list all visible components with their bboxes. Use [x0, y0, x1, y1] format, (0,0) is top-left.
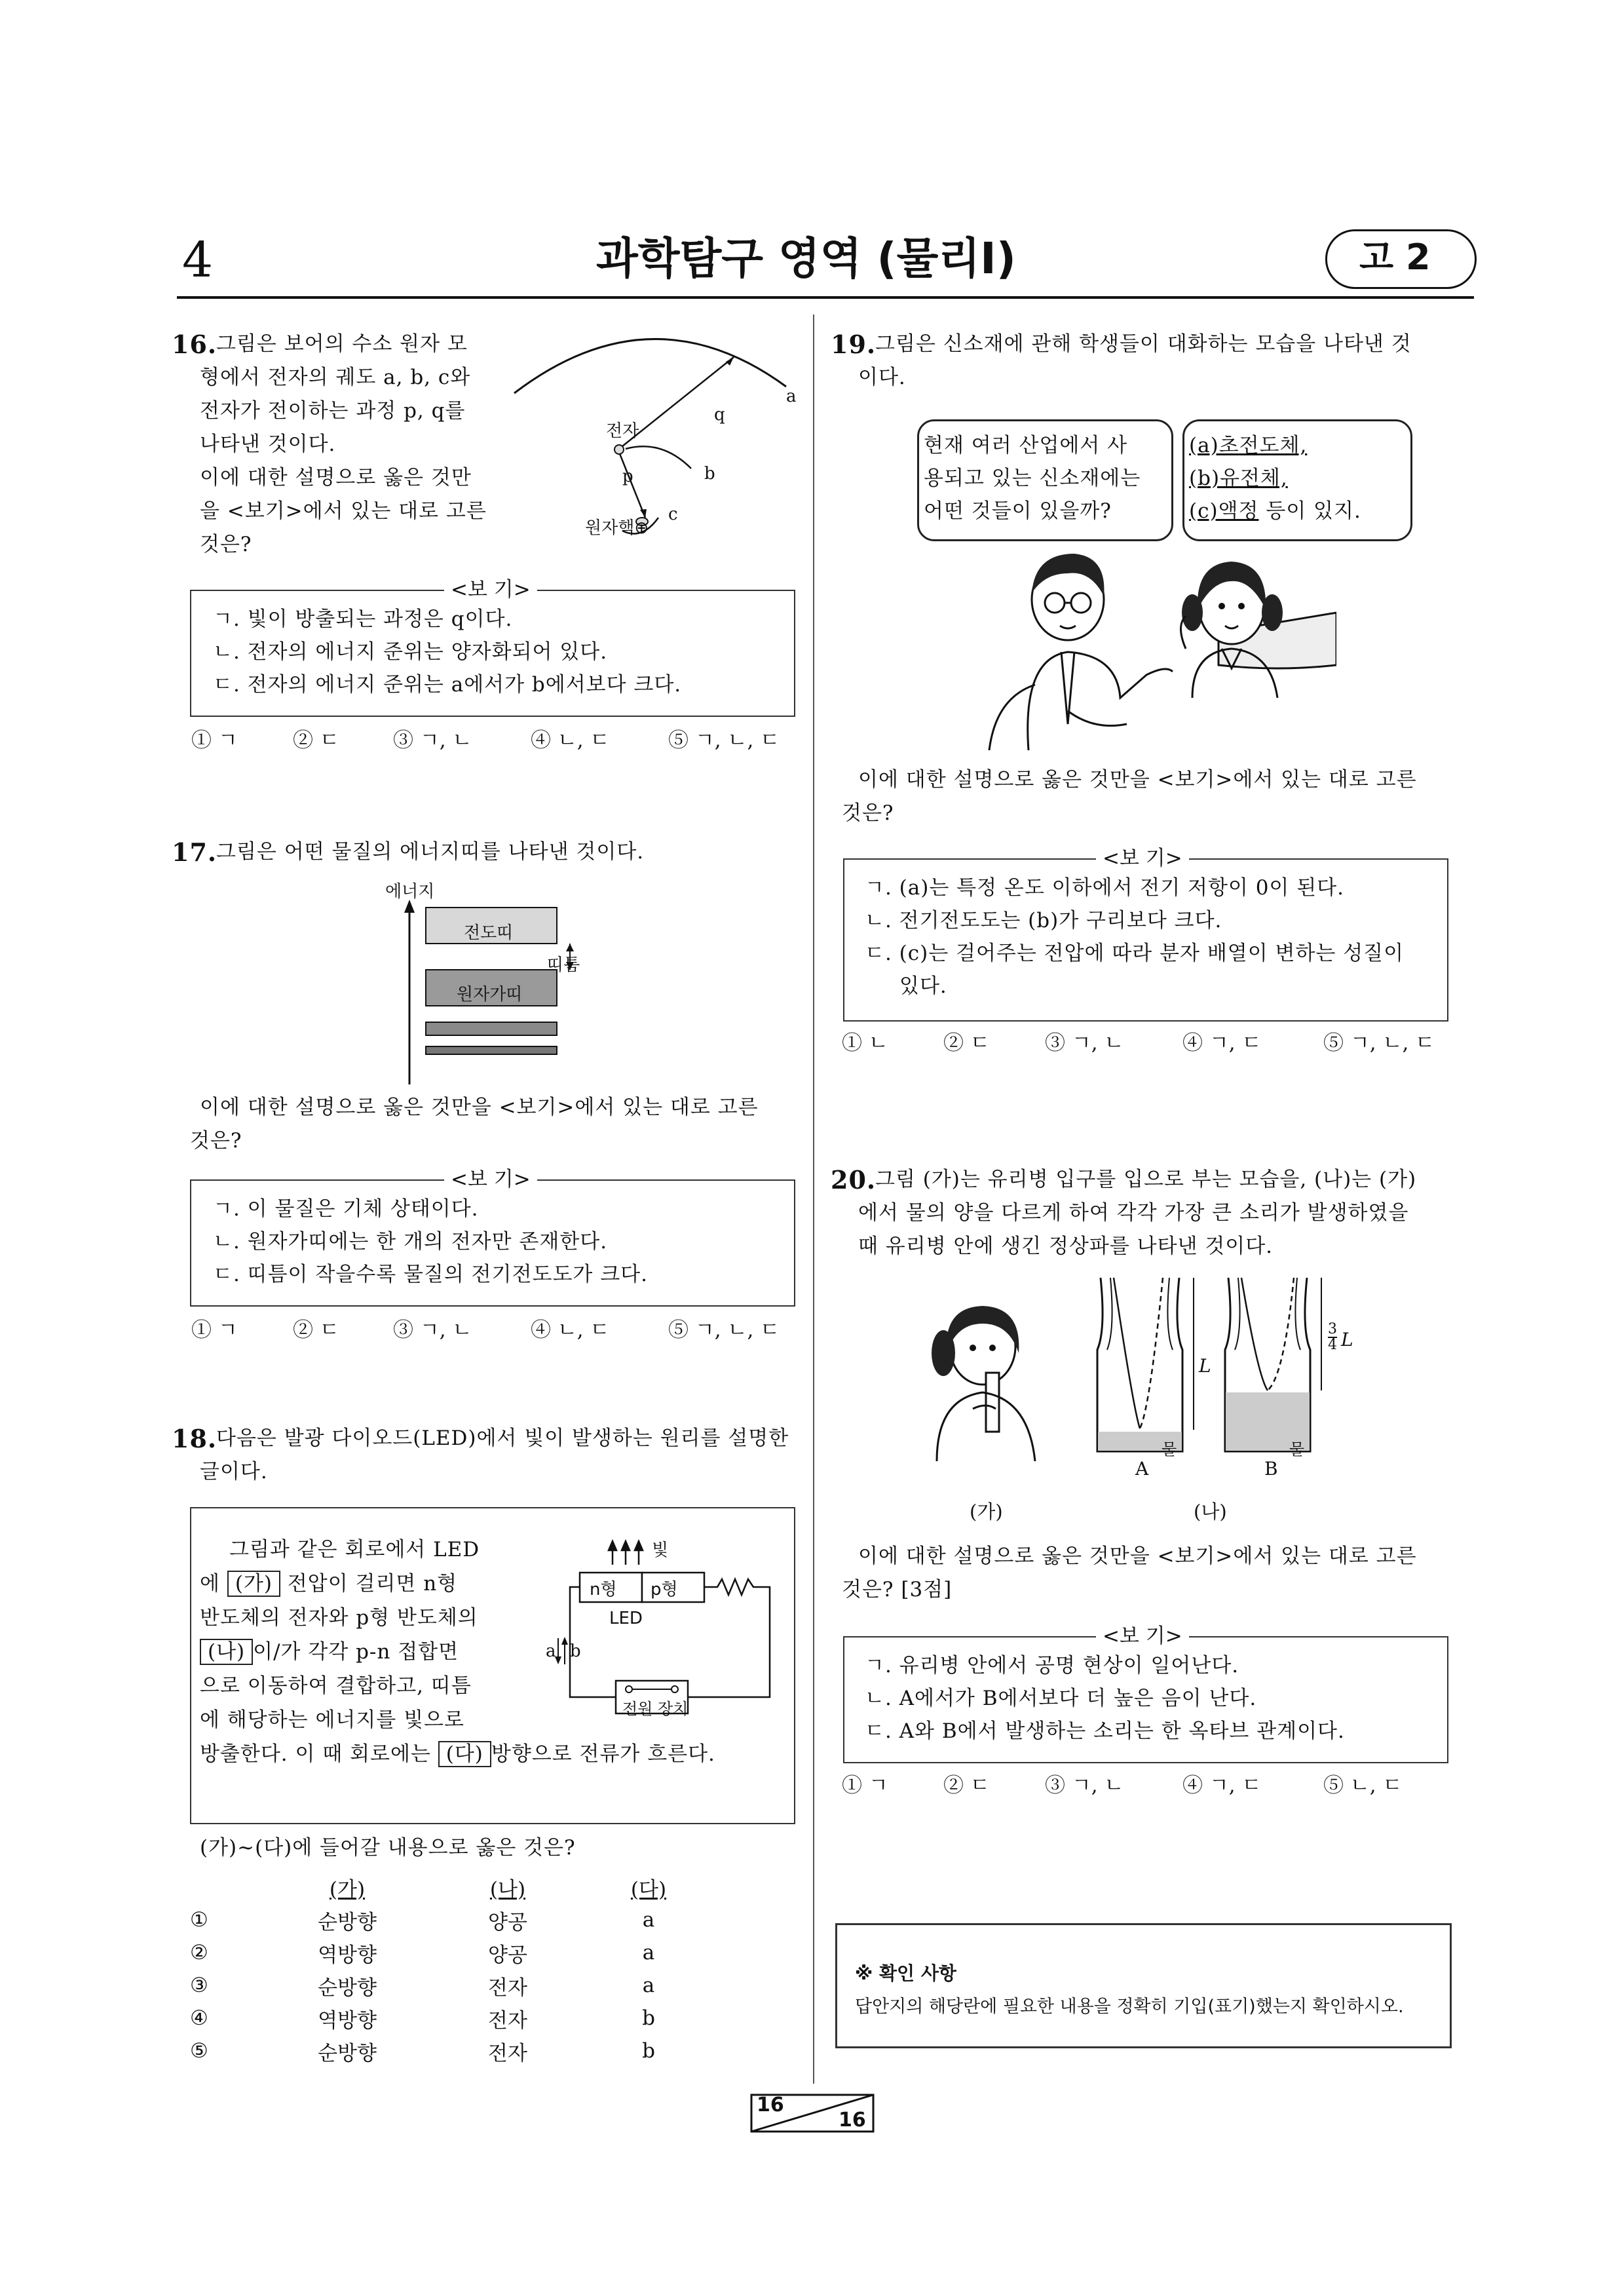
- q17-bogi-3: ㄷ. 띠틈이 작을수록 물질의 전기전도도가 크다.: [213, 1263, 648, 1286]
- q20-line-3: 때 유리병 안에 생긴 정상파를 나타낸 것이다.: [858, 1234, 1274, 1258]
- q19-line-1: 그림은 신소재에 관해 학생들이 대화하는 모습을 나타낸 것: [875, 332, 1412, 356]
- bottle-A: [1097, 1278, 1194, 1451]
- q19-choice-4[interactable]: ④ ㄱ, ㄷ: [1182, 1031, 1262, 1055]
- q18-box-line-3: 반도체의 전자와 p형 반도체의: [200, 1606, 478, 1630]
- q17-label-valence: 원자가띠: [457, 985, 523, 1004]
- q20-label-na: (나): [1194, 1501, 1227, 1523]
- q17-text2-2: 것은?: [190, 1129, 242, 1153]
- q19-bogi-2: ㄴ. 전기전도도는 (b)가 구리보다 크다.: [865, 909, 1222, 932]
- q20-label-B: B: [1264, 1458, 1278, 1480]
- current-page: 16: [757, 2094, 784, 2116]
- q18-box-line-2: 에 (가) 전압이 걸리면 n형: [200, 1572, 458, 1596]
- q18-label-p: p형: [651, 1580, 678, 1599]
- q17-label-conduction: 전도띠: [464, 923, 514, 943]
- q17-choice-5[interactable]: ⑤ ㄱ, ㄴ, ㄷ: [668, 1318, 780, 1342]
- q16-label-c: c: [668, 505, 678, 524]
- total-pages: 16: [839, 2109, 866, 2132]
- q20-line-1: 그림 (가)는 유리병 입구를 입으로 부는 모습을, (나)는 (가): [875, 1168, 1417, 1191]
- q18-line-1: 다음은 발광 다이오드(LED)에서 빛이 발생하는 원리를 설명한: [216, 1426, 789, 1450]
- q18-label-light: 빛: [652, 1540, 669, 1560]
- q20-choice-5[interactable]: ⑤ ㄴ, ㄷ: [1323, 1774, 1403, 1797]
- q20-label-water-A: 물: [1161, 1440, 1177, 1459]
- q19-bogi-3b: 있다.: [899, 974, 947, 998]
- q17-choice-2[interactable]: ② ㄷ: [293, 1318, 339, 1342]
- q20-label-A: A: [1135, 1458, 1149, 1480]
- q17-bogi-1: ㄱ. 이 물질은 기체 상태이다.: [213, 1197, 479, 1221]
- q17-label-gap: 띠틈: [547, 955, 580, 975]
- q20-text2-1: 이에 대한 설명으로 옳은 것만을 <보기>에서 있는 대로 고른: [858, 1544, 1417, 1568]
- q16-choice-4[interactable]: ④ ㄴ, ㄷ: [531, 729, 610, 752]
- q20-standing-wave-figure: [1087, 1278, 1363, 1461]
- q20-choice-4[interactable]: ④ ㄱ, ㄷ: [1182, 1774, 1262, 1797]
- q16-line-7: 것은?: [200, 533, 252, 556]
- q18-option-row[interactable]: ① 순방향 양공 a: [190, 1908, 655, 1934]
- q18-label-n: n형: [590, 1580, 617, 1599]
- q19-bubble1-line-1: 현재 여러 산업에서 사: [924, 434, 1128, 457]
- q20-number: 20.: [831, 1165, 877, 1195]
- q17-bogi-title: <보 기>: [444, 1168, 537, 1191]
- q18-option-row[interactable]: ④ 역방향 전자 b: [190, 2006, 655, 2033]
- q19-bubble2-line-2: (b)유전체,: [1189, 467, 1288, 490]
- q17-choice-1[interactable]: ① ㄱ: [191, 1318, 238, 1342]
- q19-choice-3[interactable]: ③ ㄱ, ㄴ: [1045, 1031, 1124, 1055]
- lower-band-2: [426, 1046, 557, 1054]
- orbit-b: [626, 446, 691, 469]
- q20-line-2: 에서 물의 양을 다르게 하여 각각 가장 큰 소리가 발생하였을: [858, 1201, 1409, 1225]
- electron-dot: [614, 445, 624, 454]
- q18-option-row[interactable]: ⑤ 순방향 전자 b: [190, 2039, 655, 2065]
- q16-choice-2[interactable]: ② ㄷ: [293, 729, 339, 752]
- q18-option-row[interactable]: ③ 순방향 전자 a: [190, 1974, 655, 2000]
- q20-choice-3[interactable]: ③ ㄱ, ㄴ: [1045, 1774, 1124, 1797]
- q16-label-a: a: [786, 387, 797, 406]
- q16-line-2: 형에서 전자의 궤도 a, b, c와: [200, 366, 471, 389]
- q19-text2-2: 것은?: [842, 801, 894, 825]
- q19-line-2: 이다.: [858, 366, 906, 389]
- q19-text2-1: 이에 대한 설명으로 옳은 것만을 <보기>에서 있는 대로 고른: [858, 768, 1417, 792]
- q16-choice-1[interactable]: ① ㄱ: [191, 729, 238, 752]
- q19-number: 19.: [831, 330, 877, 359]
- q19-bogi-3: ㄷ. (c)는 걸어주는 전압에 따라 분자 배열이 변하는 성질이: [865, 942, 1405, 965]
- q20-label-frac-L: L: [1341, 1329, 1353, 1350]
- q16-bohr-orbit-figure: [511, 328, 799, 537]
- q20-text2-2: 것은? [3점]: [842, 1578, 953, 1601]
- q18-label-power: 전원 장치: [622, 1700, 689, 1718]
- q18-options-table: [190, 1871, 708, 2067]
- q20-bogi-1: ㄱ. 유리병 안에서 공명 현상이 일어난다.: [865, 1654, 1239, 1677]
- q16-label-b: b: [704, 464, 715, 484]
- q17-choice-4[interactable]: ④ ㄴ, ㄷ: [531, 1318, 610, 1342]
- notice-box: [835, 1923, 1452, 2048]
- q18-box-line-5: 으로 이동하여 결합하고, 띠틈: [200, 1674, 472, 1698]
- blank-ga: (가): [227, 1571, 280, 1597]
- q16-bogi-1: ㄱ. 빛이 방출되는 과정은 q이다.: [213, 607, 513, 631]
- page-number: 4: [182, 232, 214, 288]
- q20-bogi-3: ㄷ. A와 B에서 발생하는 소리는 한 옥타브 관계이다.: [865, 1719, 1345, 1743]
- q16-line-1: 그림은 보어의 수소 원자 모: [216, 332, 468, 356]
- q19-bubble1-line-2: 용되고 있는 신소재에는: [924, 467, 1141, 490]
- q16-bogi-title: <보 기>: [444, 578, 537, 602]
- q16-choice-3[interactable]: ③ ㄱ, ㄴ: [393, 729, 472, 752]
- q18-label-led: LED: [609, 1609, 643, 1628]
- grade-label: 고 2: [1359, 237, 1431, 278]
- q16-label-electron: 전자: [606, 421, 639, 441]
- q18-box-line-7: 방출한다. 이 때 회로에는 (다) 방향으로 전류가 흐른다.: [200, 1742, 715, 1766]
- header-rule: [177, 296, 1474, 299]
- q16-line-3: 전자가 전이하는 과정 p, q를: [200, 399, 466, 423]
- q19-bogi-title: <보 기>: [1096, 847, 1189, 870]
- q18-line-2: 글이다.: [200, 1460, 268, 1483]
- exam-title: 과학탐구 영역 (물리Ⅰ): [596, 233, 1016, 284]
- q20-label-L: L: [1199, 1355, 1211, 1377]
- q19-students-illustration: [970, 534, 1336, 750]
- q16-line-5: 이에 대한 설명으로 옳은 것만: [200, 466, 472, 489]
- q19-choice-2[interactable]: ② ㄷ: [943, 1031, 990, 1055]
- q18-box-line-6: 에 해당하는 에너지를 빛으로: [200, 1708, 464, 1732]
- q20-label-ga: (가): [970, 1501, 1003, 1523]
- q20-girl-blowing-illustration: [917, 1294, 1055, 1461]
- q19-choice-1[interactable]: ① ㄴ: [842, 1031, 888, 1055]
- q17-text: 그림은 어떤 물질의 에너지띠를 나타낸 것이다.: [216, 840, 645, 864]
- q18-box-line-1: 그림과 같은 회로에서 LED: [229, 1538, 480, 1561]
- q16-choice-5[interactable]: ⑤ ㄱ, ㄴ, ㄷ: [668, 729, 780, 752]
- q19-bubble2-line-1: (a)초전도체,: [1189, 434, 1308, 457]
- q16-label-nucleus: 원자핵⊕: [585, 518, 649, 538]
- q18-header-row: (가) (나) (다): [329, 1877, 667, 1902]
- q18-number: 18.: [172, 1424, 217, 1453]
- q16-bogi-3: ㄷ. 전자의 에너지 준위는 a에서가 b에서보다 크다.: [213, 673, 682, 697]
- q17-choice-3[interactable]: ③ ㄱ, ㄴ: [393, 1318, 472, 1342]
- q20-choice-2[interactable]: ② ㄷ: [943, 1774, 990, 1797]
- q19-bubble2-line-3: (c)액정 등이 있지.: [1189, 499, 1361, 523]
- q19-bogi-1: ㄱ. (a)는 특정 온도 이하에서 전기 저항이 0이 된다.: [865, 876, 1344, 900]
- q20-bogi-2: ㄴ. A에서가 B에서보다 더 높은 음이 난다.: [865, 1687, 1257, 1710]
- notice-text: 답안지의 해당란에 필요한 내용을 정확히 기입(표기)했는지 확인하시오.: [855, 1997, 1404, 2017]
- q18-box-line-4: (나) 이/가 각각 p-n 접합면: [200, 1636, 459, 1669]
- q20-choice-1[interactable]: ① ㄱ: [842, 1774, 888, 1797]
- q19-bubble1-line-3: 어떤 것들이 있을까?: [924, 499, 1112, 523]
- q16-label-p: p: [622, 467, 633, 486]
- q17-number: 17.: [172, 837, 217, 867]
- notice-title: ※ 확인 사항: [855, 1962, 956, 1984]
- lower-band-1: [426, 1022, 557, 1035]
- q17-text2-1: 이에 대한 설명으로 옳은 것만을 <보기>에서 있는 대로 고른: [200, 1096, 759, 1119]
- q16-bogi-2: ㄴ. 전자의 에너지 준위는 양자화되어 있다.: [213, 640, 608, 664]
- q18-question: (가)~(다)에 들어갈 내용으로 옳은 것은?: [200, 1836, 576, 1860]
- blank-da: (다): [438, 1741, 491, 1767]
- bottle-B: [1225, 1278, 1321, 1451]
- q16-label-q: q: [714, 405, 725, 425]
- q20-bogi-title: <보 기>: [1096, 1624, 1189, 1648]
- q16-line-6: 을 <보기>에서 있는 대로 고른: [200, 499, 487, 523]
- orbit-a: [514, 339, 786, 393]
- boy-figure: [1028, 554, 1173, 750]
- q17-bogi-2: ㄴ. 원자가띠에는 한 개의 전자만 존재한다.: [213, 1230, 608, 1253]
- q18-option-row[interactable]: ② 역방향 양공 a: [190, 1941, 655, 1967]
- blank-na: (나): [200, 1639, 253, 1665]
- q18-label-a: a: [546, 1641, 556, 1661]
- column-divider: [813, 315, 814, 2084]
- q20-label-water-B: 물: [1289, 1440, 1305, 1459]
- q20-label-frac: 3 4: [1328, 1321, 1337, 1353]
- q16-number: 16.: [172, 330, 217, 359]
- q16-line-4: 나타낸 것이다.: [200, 432, 336, 456]
- q18-label-b: b: [570, 1641, 581, 1661]
- q17-label-energy: 에너지: [385, 882, 435, 902]
- q19-choice-5[interactable]: ⑤ ㄱ, ㄴ, ㄷ: [1323, 1031, 1435, 1055]
